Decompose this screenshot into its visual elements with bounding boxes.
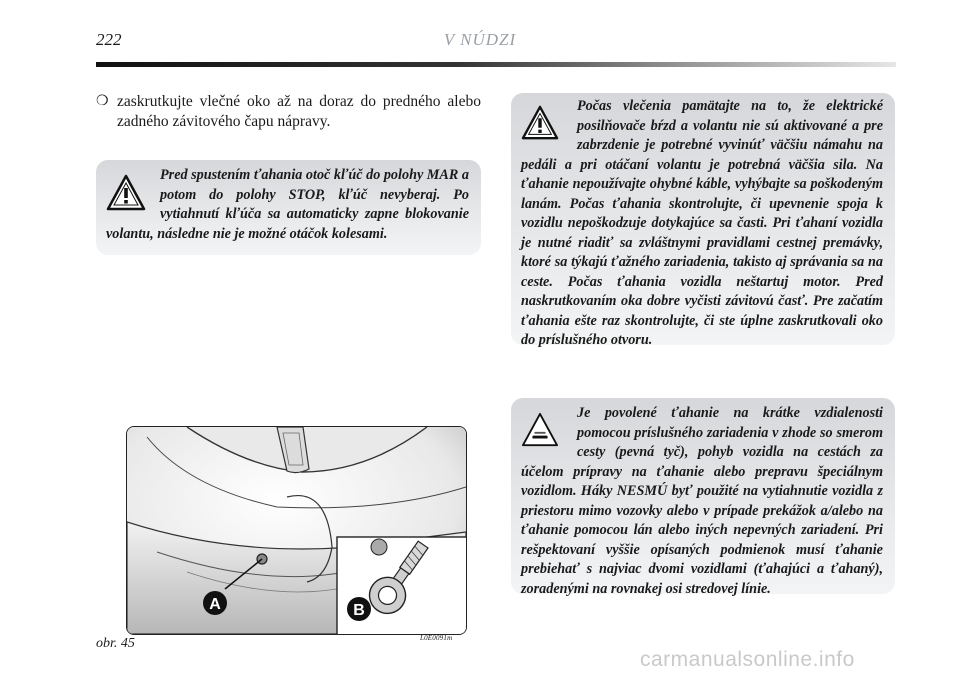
warning-text-ignition: Pred spustením ťahania otoč kľúč do polohy MAR a potom do polohy STOP, kľúč nevyberaj. Po vytiahnutí kľúča sa automaticky zapne blokovanie volantu, následne nie je možné otáčok kolesami. (106, 167, 469, 242)
warning-box-ignition (96, 160, 481, 255)
warning-triangle-icon (521, 105, 559, 141)
bullet-paragraph (96, 92, 481, 132)
note-text-permitted-towing: Je povolené ťahanie na krátke vzdialenosti pomocou príslušného zariadenia v zhode so smerom cesty (pevná tyč), pohyb vozidla na cestách za účelom prípravy na ťahanie alebo prepravu špeciálnym vozidlom. Háky NESMÚ byť použité na vytiahnutie vozidla z priestoru mimo vozovky alebo v prípade prekážok a/alebo na ťahanie pomocou lán alebo iných nepevných zariadení. Pri rešpektovaní vyššie opísaných podmienok musí ťahanie prebiehať s najviac dvomi vozidlami (ťahajúci a ťahaný), zoradenými na rovnakej osi stredovej línie. (521, 405, 883, 597)
figure-tow-hook (126, 426, 467, 635)
figure-code: L0E0091m (420, 634, 453, 642)
figure-label-a: A (209, 596, 221, 613)
header-rule (96, 62, 896, 67)
note-triangle-icon (521, 412, 559, 448)
figure-caption: obr. 45 (96, 636, 135, 651)
warning-box-towing (511, 93, 895, 348)
note-box-permitted-towing (511, 398, 895, 597)
bullet-symbol: ❍ (96, 94, 109, 109)
warning-text-towing: Počas vlečenia pamätajte na to, že elektrické posilňovače bŕzd a volantu nie sú aktivované a pre zabrzdenie je potrebné vyvinúť väčšiu námahu na pedáli a pri otáčaní volantu je potrebná väčšia sila. Na ťahanie nepoužívajte ohybné káble, vyhýbajte sa poškodeným lanám. Počas ťahania skontrolujte, či upevnenie spoja k vozidlu nepoškodzuje dotykajúce sa časti. Pri ťahaní vozidla je nutné riadiť sa zvláštnymi pravidlami cestnej premávky, ktoré sa týkajú ťažného zariadenia, takisto aj správania sa na ceste. Počas ťahania vozidla neštartuj motor. Pred naskrutkovaním oka dobre vyčisti závitovú časť. Pre začatím ťahania ešte raz skontrolujte, či ste úplne zaskrutkovali oko do príslušného otvoru. (521, 98, 883, 348)
figure-label-b: B (353, 602, 365, 619)
chapter-title: V NÚDZI (443, 30, 517, 49)
page-number: 222 (96, 30, 122, 49)
warning-triangle-icon (106, 174, 146, 212)
bullet-text: zaskrutkujte vlečné oko až na doraz do predného alebo zadného závitového čapu nápravy. (117, 93, 481, 130)
tow-hook-illustration (127, 427, 466, 634)
watermark: carmanualsonline.info (640, 648, 855, 671)
